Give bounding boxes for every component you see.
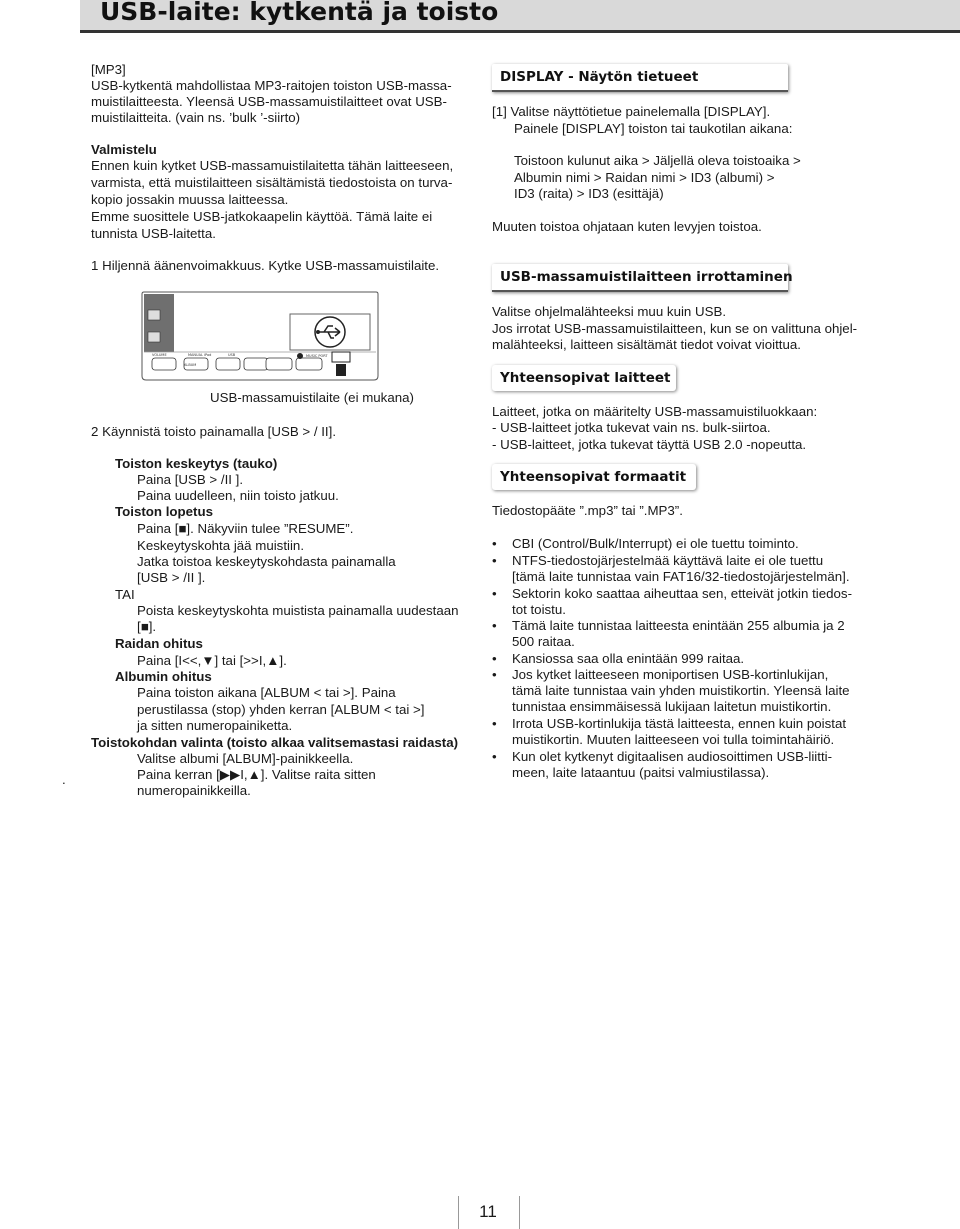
note-text-cont: [tämä laite tunnistaa vain FAT16/32-tiedostojärjestelmän]. bbox=[512, 569, 850, 584]
note-text: Kansiossa saa olla enintään 999 raitaa. bbox=[512, 651, 745, 666]
step-2: 2 Käynnistä toisto painamalla [USB > / II]. bbox=[91, 424, 337, 439]
device-side-panel bbox=[144, 294, 174, 352]
device-label-usb: USB bbox=[228, 353, 236, 357]
bullet-dot-icon: • bbox=[492, 553, 497, 568]
bullet-dot-icon: • bbox=[492, 716, 497, 731]
remove-line-1: Valitse ohjelmalähteeksi muu kuin USB. bbox=[492, 304, 727, 319]
intro-line-2: USB-kytkentä mahdollistaa MP3-raitojen toiston USB-massa- bbox=[91, 78, 452, 93]
stop2-line-1: Poista keskeytyskohta muistista painamalla uudestaan bbox=[137, 603, 459, 618]
device-label-ipod: iPod bbox=[204, 353, 212, 357]
stop-line-1: Paina [■]. Näkyviin tulee ”RESUME”. bbox=[137, 521, 354, 536]
intro-line-1: [MP3] bbox=[91, 62, 126, 77]
stray-dot: . bbox=[62, 772, 66, 787]
select-line-3: numeropainikkeilla. bbox=[137, 783, 251, 798]
stop-line-3: Jatka toistoa keskeytyskohdasta painamalla bbox=[137, 554, 396, 569]
prep-line-1: Ennen kuin kytket USB-massamuistilaitetta tähän laitteeseen, bbox=[91, 158, 454, 173]
note-text: Jos kytket laitteeseen moniportisen USB-kortinlukijan, bbox=[512, 667, 829, 682]
display-seq-2: Albumin nimi > Raidan nimi > ID3 (albumi) > bbox=[514, 170, 775, 185]
or-label: TAI bbox=[115, 587, 135, 602]
stop-title: Toiston lopetus bbox=[115, 504, 213, 519]
device-illustration bbox=[140, 290, 380, 382]
note-text-cont: muistikortin. Muuten laitteeseen voi tulla toimintahäiriö. bbox=[512, 732, 835, 747]
pause-line-1: Paina [USB > /II ]. bbox=[137, 472, 244, 487]
note-text: NTFS-tiedostojärjestelmää käyttävä laite ei ole tuettu bbox=[512, 553, 824, 568]
remove-line-3: malähteeksi, laitteen sisältämät tiedot voivat vioittua. bbox=[492, 337, 801, 352]
stop2-line-2: [■]. bbox=[137, 619, 157, 634]
prep-title: Valmistelu bbox=[91, 142, 157, 157]
note-text-cont: tämä laite tunnistaa vain yhden muistikortin. Yleensä laite bbox=[512, 683, 850, 698]
intro-line-3: muistilaitteesta. Yleensä USB-massamuistilaitteet ovat USB- bbox=[91, 94, 447, 109]
intro-line-4: muistilaitteita. (vain ns. ’bulk ’-siirto) bbox=[91, 110, 301, 125]
page-title: USB-laite: kytkentä ja toisto bbox=[100, 0, 499, 26]
header-bar bbox=[80, 0, 960, 33]
formats-line: Tiedostopääte ”.mp3” tai ”.MP3”. bbox=[492, 503, 683, 518]
usb-symbol-icon bbox=[315, 317, 345, 347]
formats-section-title: Yhteensopivat formaatit bbox=[492, 464, 696, 490]
note-text: Irrota USB-kortinlukija tästä laitteesta, ennen kuin poistat bbox=[512, 716, 847, 731]
album-line-3: ja sitten numeropainiketta. bbox=[137, 718, 293, 733]
device-caption: USB-massamuistilaite (ei mukana) bbox=[210, 390, 414, 405]
display-seq-3: ID3 (raita) > ID3 (esittäjä) bbox=[514, 186, 664, 201]
select-line-2: Paina kerran [▶▶I,▲]. Valitse raita sitten bbox=[137, 767, 376, 782]
note-text: Kun olet kytkenyt digitaalisen audiosoittimen USB-liitti- bbox=[512, 749, 833, 764]
bullet-dot-icon: • bbox=[492, 749, 497, 764]
prep-line-2: varmista, että muistilaitteen sisältämistä tiedostoista on turva- bbox=[91, 175, 453, 190]
display-seq-1: Toistoon kulunut aika > Jäljellä oleva toistoaika > bbox=[514, 153, 801, 168]
note-text: Sektorin koko saattaa aiheuttaa sen, etteivät jotkin tiedos- bbox=[512, 586, 853, 601]
bullet-dot-icon: • bbox=[492, 586, 497, 601]
skip-title: Raidan ohitus bbox=[115, 636, 203, 651]
display-note: Muuten toistoa ohjataan kuten levyjen toistoa. bbox=[492, 219, 762, 234]
display-line-1: [1] Valitse näyttötietue painelemalla [DISPLAY]. bbox=[492, 104, 771, 119]
select-title: Toistokohdan valinta (toisto alkaa valitsemastasi raidasta) bbox=[91, 735, 459, 750]
remove-section-title: USB-massamuistilaitteen irrottaminen bbox=[492, 264, 788, 292]
bullet-dot-icon: • bbox=[492, 651, 497, 666]
stop-line-4: [USB > /II ]. bbox=[137, 570, 206, 585]
note-text-cont: meen, laite lataantuu (paitsi valmiustilassa). bbox=[512, 765, 770, 780]
display-line-2: Painele [DISPLAY] toiston tai taukotilan aikana: bbox=[514, 121, 793, 136]
note-text-cont: tot toistu. bbox=[512, 602, 566, 617]
note-text-cont: tunnistaa ensimmäisessä lukijaan laitetun muistikortin. bbox=[512, 699, 832, 714]
remove-line-2: Jos irrotat USB-massamuistilaitteen, kun se on valittuna ohjel- bbox=[492, 321, 858, 336]
skip-line: Paina [I<<,▼] tai [>>I,▲]. bbox=[137, 653, 287, 668]
device-label-manual: MANUAL bbox=[188, 353, 203, 357]
device-label-album: ALBUM bbox=[184, 363, 197, 367]
album-line-2: perustilassa (stop) yhden kerran [ALBUM < tai >] bbox=[137, 702, 425, 717]
compat-line-2: - USB-laitteet jotka tukevat vain ns. bulk-siirtoa. bbox=[492, 420, 771, 435]
page-number: 11 bbox=[479, 1202, 497, 1221]
note-text-cont: 500 raitaa. bbox=[512, 634, 575, 649]
bullet-dot-icon: • bbox=[492, 536, 497, 551]
note-text: Tämä laite tunnistaa laitteesta enintään 255 albumia ja 2 bbox=[512, 618, 845, 633]
compat-section-title: Yhteensopivat laitteet bbox=[492, 365, 676, 391]
stop-line-2: Keskeytyskohta jää muistiin. bbox=[137, 538, 305, 553]
album-line-1: Paina toiston aikana [ALBUM < tai >]. Paina bbox=[137, 685, 396, 700]
pause-line-2: Paina uudelleen, niin toisto jatkuu. bbox=[137, 488, 339, 503]
prep-line-4: Emme suosittele USB-jatkokaapelin käyttöä. Tämä laite ei bbox=[91, 209, 433, 224]
note-text: CBI (Control/Bulk/Interrupt) ei ole tuettu toiminto. bbox=[512, 536, 799, 551]
device-label-music-port: MUSIC PORT bbox=[306, 354, 328, 358]
display-section-title: DISPLAY - Näytön tietueet bbox=[492, 64, 788, 92]
pause-title: Toiston keskeytys (tauko) bbox=[115, 456, 278, 471]
prep-line-5: tunnista USB-laitetta. bbox=[91, 226, 216, 241]
bullet-dot-icon: • bbox=[492, 667, 497, 682]
device-label-volume: VOLUME bbox=[152, 353, 167, 357]
bullet-dot-icon: • bbox=[492, 618, 497, 633]
compat-line-3: - USB-laitteet, jotka tukevat täyttä USB 2.0 -nopeutta. bbox=[492, 437, 807, 452]
compat-line-1: Laitteet, jotka on määritelty USB-massamuistiluokkaan: bbox=[492, 404, 818, 419]
prep-line-3: kopio jossakin muussa laitteessa. bbox=[91, 192, 289, 207]
step-1: 1 Hiljennä äänenvoimakkuus. Kytke USB-massamuistilaite. bbox=[91, 258, 440, 273]
select-line-1: Valitse albumi [ALBUM]-painikkeella. bbox=[137, 751, 354, 766]
album-title: Albumin ohitus bbox=[115, 669, 212, 684]
